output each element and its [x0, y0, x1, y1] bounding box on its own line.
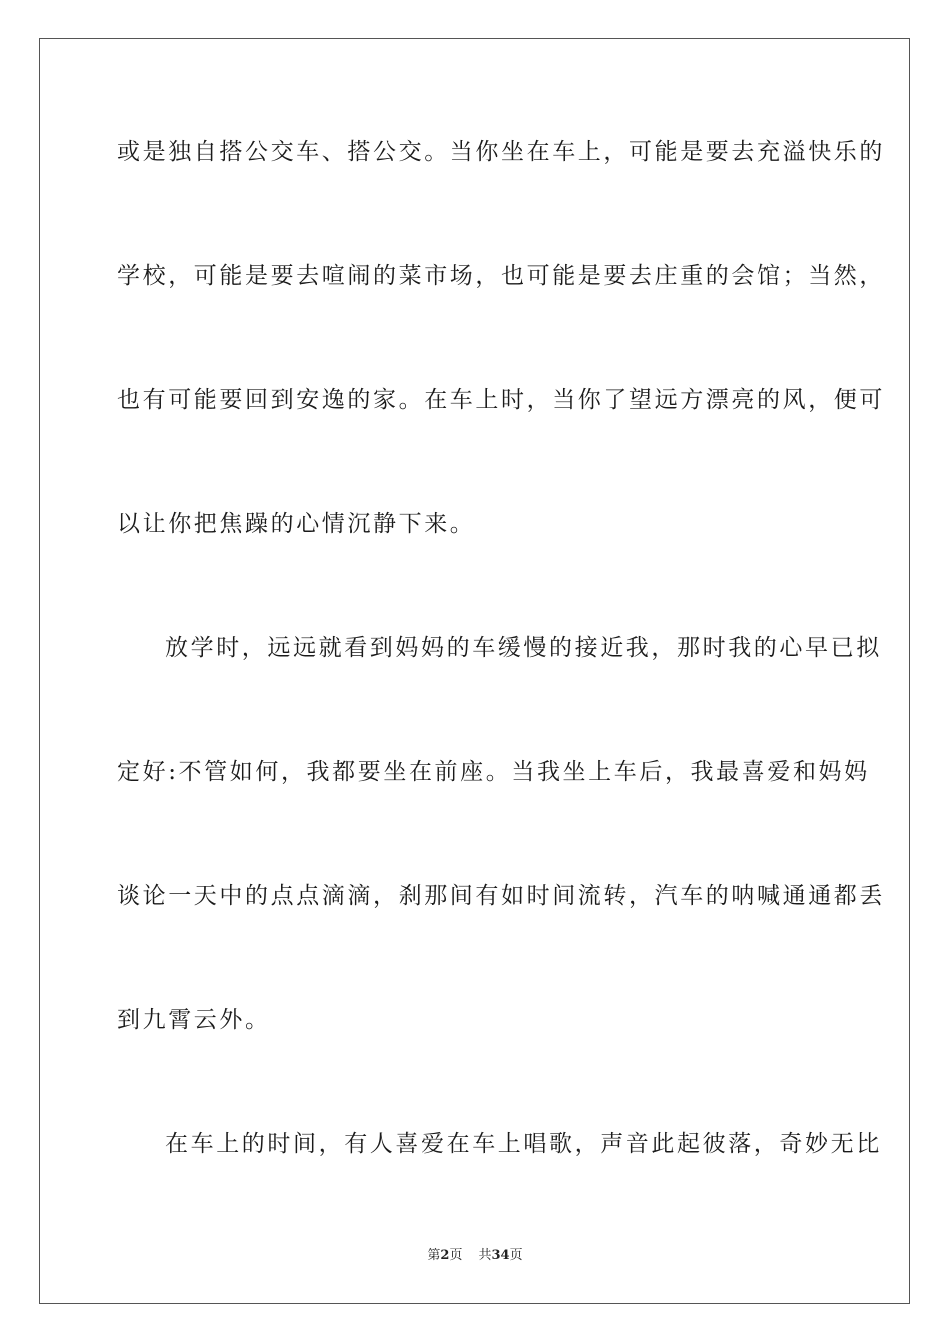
text-line: 谈论一天中的点点滴滴，刹那间有如时间流转，汽车的呐喊通通都丢 [117, 883, 885, 909]
paragraph-first-line: 在车上的时间，有人喜爱在车上唱歌，声音此起彼落，奇妙无比 [165, 1131, 882, 1157]
text-line: 学校，可能是要去喧闹的菜市场，也可能是要去庄重的会馆；当然， [117, 263, 885, 289]
page-prefix: 第 [427, 1248, 441, 1263]
page-suffix: 页 [449, 1248, 463, 1263]
total-suffix: 页 [509, 1248, 523, 1263]
text-line: 也有可能要回到安逸的家。在车上时，当你了望远方漂亮的风，便可 [117, 387, 885, 413]
total-prefix: 共 [478, 1248, 492, 1263]
page-number: 2 [440, 1248, 450, 1263]
text-line: 到九霄云外。 [117, 1007, 271, 1033]
page-border [39, 38, 910, 1304]
page-footer [0, 1247, 950, 1265]
total-pages: 34 [491, 1248, 510, 1263]
text-line: 或是独自搭公交车、搭公交。当你坐在车上，可能是要去充溢快乐的 [117, 139, 885, 165]
text-line: 定好:不管如何，我都要坐在前座。当我坐上车后，我最喜爱和妈妈 [117, 759, 870, 785]
text-line: 以让你把焦躁的心情沉静下来。 [117, 511, 476, 537]
paragraph-first-line: 放学时，远远就看到妈妈的车缓慢的接近我，那时我的心早已拟 [165, 635, 882, 661]
